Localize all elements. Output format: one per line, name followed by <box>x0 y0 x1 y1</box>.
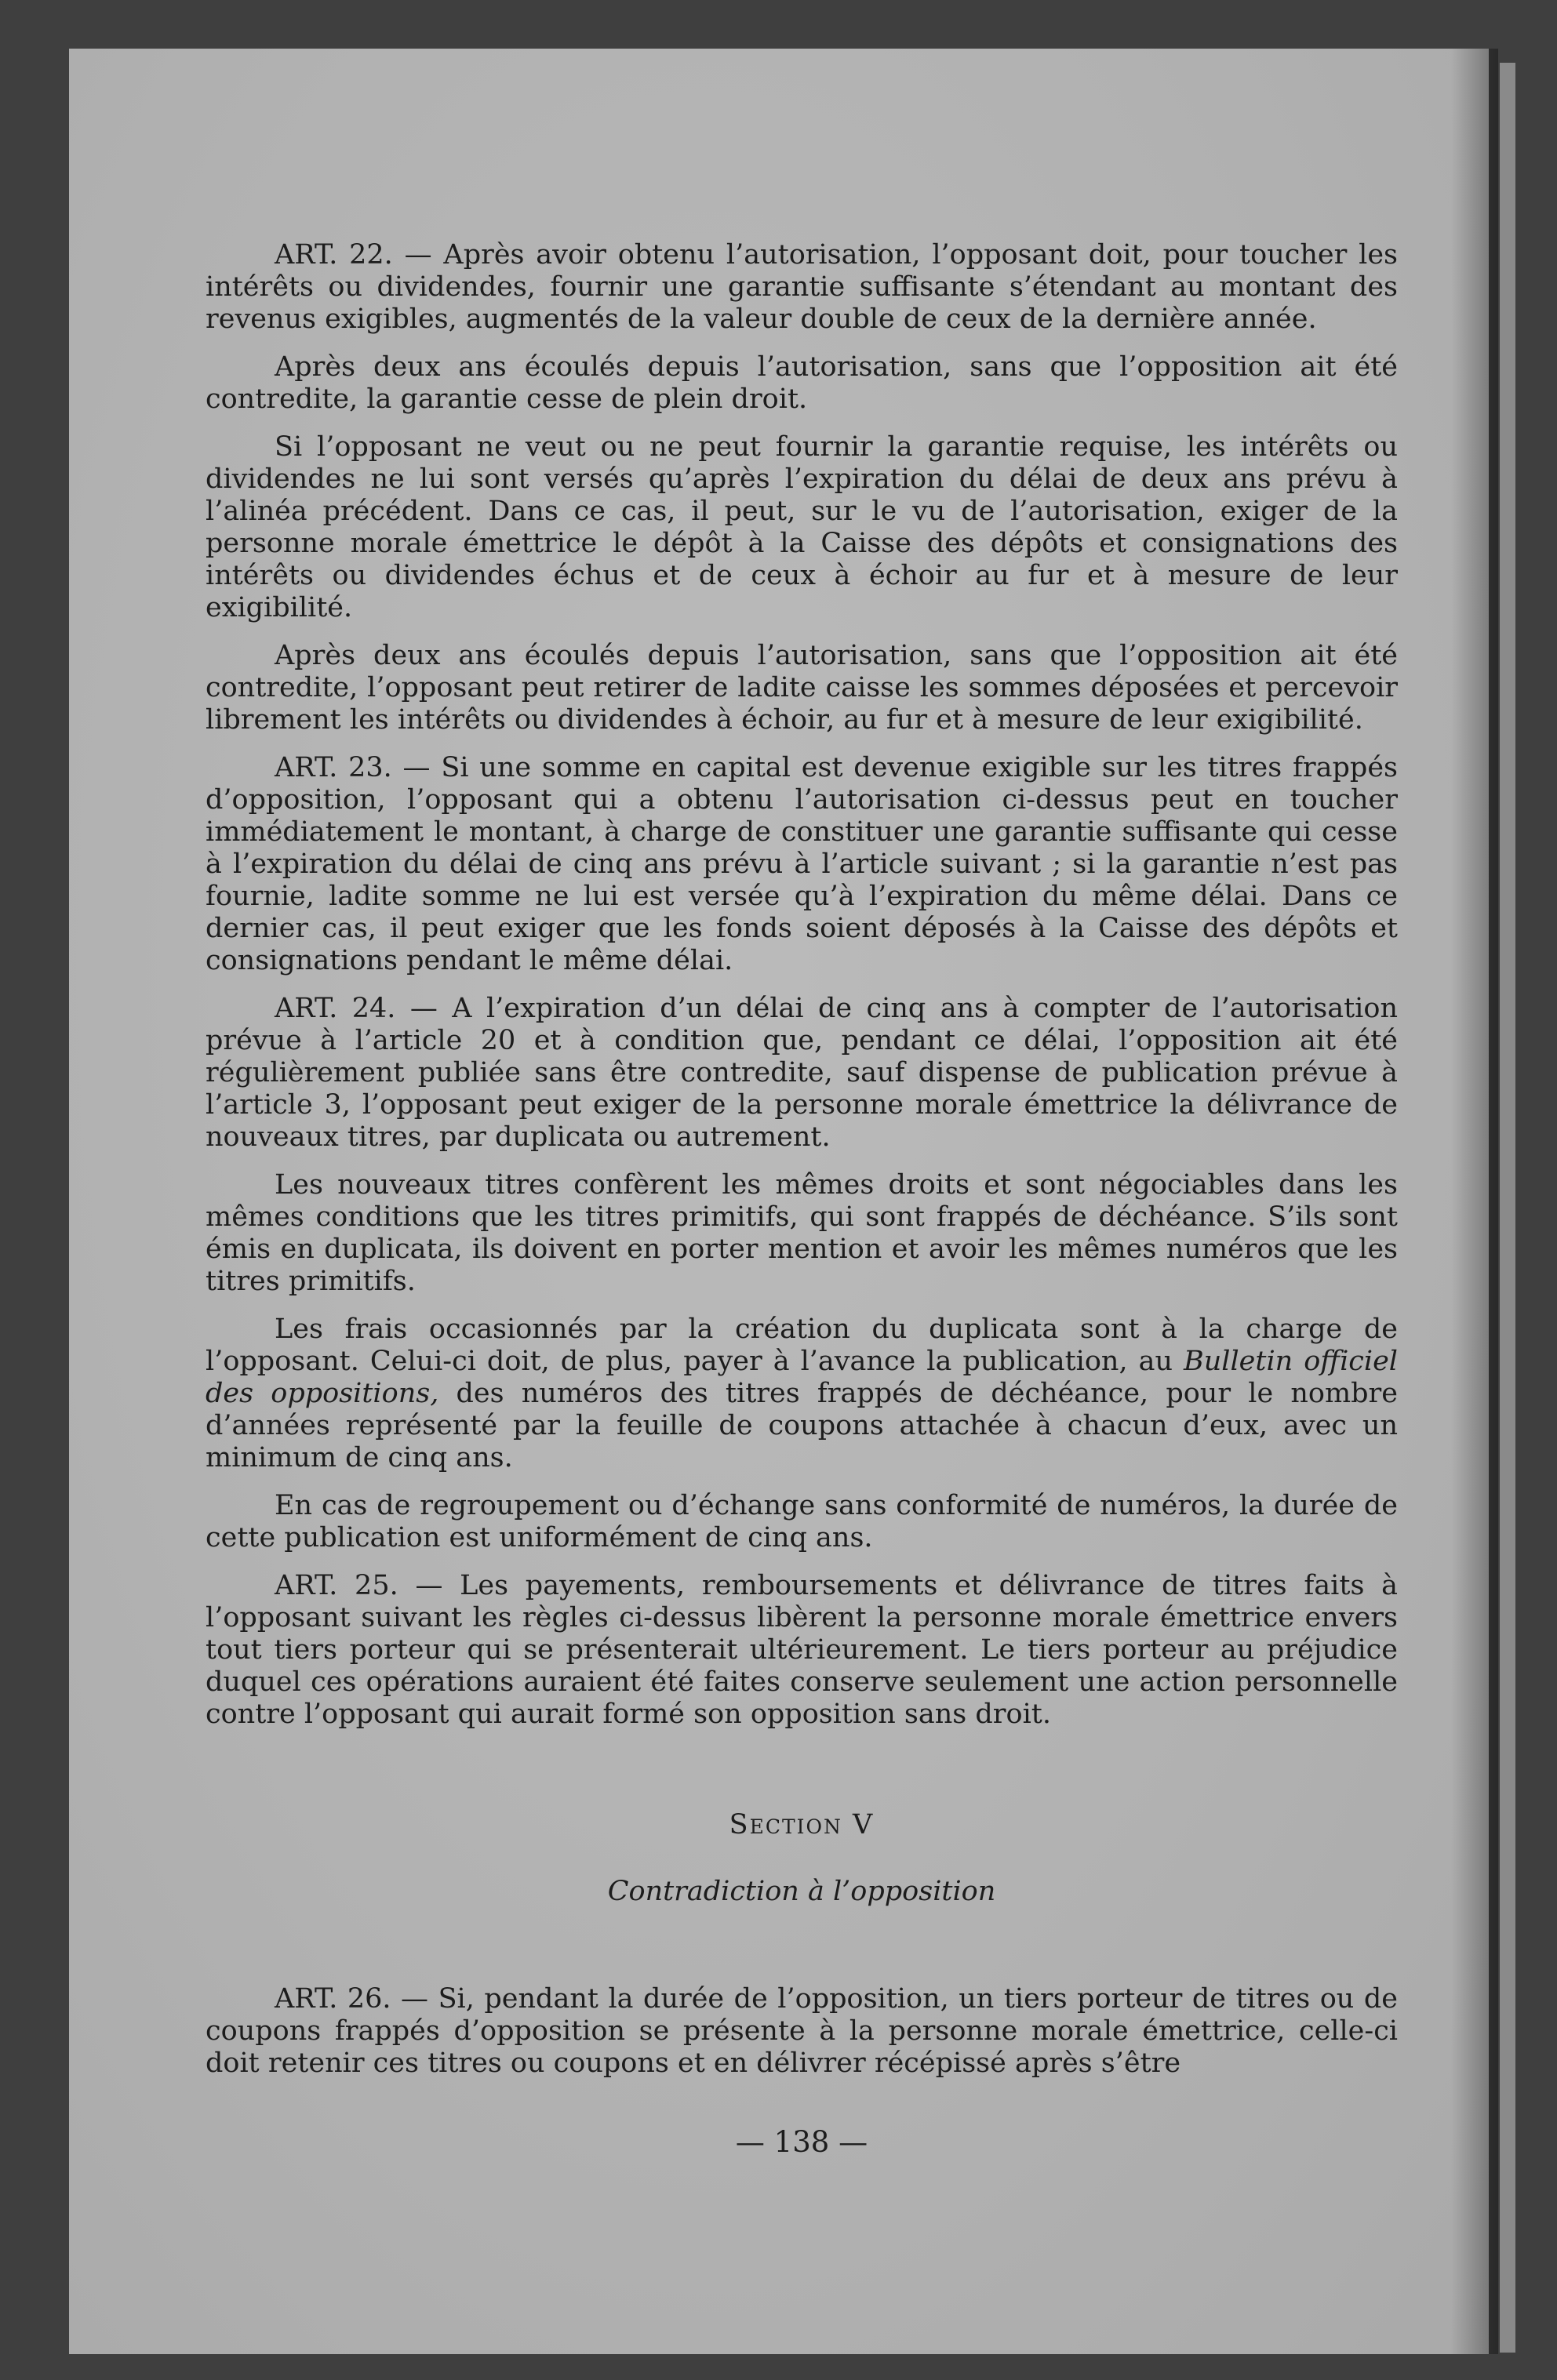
page-number: — 138 — <box>735 2125 868 2159</box>
art26-paragraph-1: ART. 26. — Si, pendant la durée de l’opposition, un tiers porteur de titres ou de coupons frappés d’opposition se présente à la personne morale émettrice, celle-ci doit retenir ces titres ou coupons et en délivrer récépissé après s’être <box>206 1983 1398 2079</box>
art24-paragraph-4: En cas de regroupement ou d’échange sans conformité de numéros, la durée de cette publication est uniformément de cinq ans. <box>206 1490 1398 1553</box>
page-body <box>206 239 1398 2095</box>
bulletin-title: Bulletin officiel des oppositions, <box>206 1346 1398 1409</box>
section-subheading: Contradiction à l’opposition <box>607 1876 996 1907</box>
art22-paragraph-2: Après deux ans écoulés depuis l’autorisation, sans que l’opposition ait été contredite, la garantie cesse de plein droit. <box>206 351 1398 415</box>
section-heading: Section V <box>729 1809 875 1840</box>
facing-page-edge <box>1500 63 1515 2353</box>
spine-shadow <box>1451 49 1498 2354</box>
art24-paragraph-3 <box>206 1314 1398 1474</box>
art22-paragraph-3: Si l’opposant ne veut ou ne peut fournir la garantie requise, les intérêts ou dividendes ne lui sont versés qu’après l’expiration du délai de deux ans prévu à l’alinéa précédent. Dans ce cas, il peut, sur le vu de l’autorisation, exiger de la personne morale émettrice le dépôt à la Caisse des dépôts et consignations des intérêts ou dividendes échus et de ceux à échoir au fur et à mesure de leur exigibilité. <box>206 431 1398 623</box>
art24-paragraph-1: ART. 24. — A l’expiration d’un délai de cinq ans à compter de l’autorisation prévue à l’article 20 et à condition que, pendant ce délai, l’opposition ait été régulièrement publiée sans être contredite, sauf dispense de publication prévue à l’article 3, l’opposant peut exiger de la personne morale émettrice la délivrance de nouveaux titres, par duplicata ou autrement. <box>206 993 1398 1153</box>
art23-paragraph-1: ART. 23. — Si une somme en capital est devenue exigible sur les titres frappés d’opposition, l’opposant qui a obtenu l’autorisation ci-dessus peut en toucher immédiatement le montant, à charge de constituer une garantie suffisante qui cesse à l’expiration du délai de cinq ans prévu à l’article suivant ; si la garantie n’est pas fournie, ladite somme ne lui est versée qu’à l’expiration du même délai. Dans ce dernier cas, il peut exiger que les fonds soient déposés à la Caisse des dépôts et consignations pendant le même délai. <box>206 752 1398 976</box>
art22-paragraph-4: Après deux ans écoulés depuis l’autorisation, sans que l’opposition ait été contredite, l’opposant peut retirer de ladite caisse les sommes déposées et percevoir librement les intérêts ou dividendes à échoir, au fur et à mesure de leur exigibilité. <box>206 640 1398 736</box>
art24-paragraph-3-end: des numéros des titres frappés de déchéance, pour le nombre d’années représenté par la feuille de coupons attachée à chacun d’eux, avec un minimum de cinq ans. <box>206 1378 1398 1473</box>
art25-paragraph-1: ART. 25. — Les payements, remboursements et délivrance de titres faits à l’opposant suivant les règles ci-dessus libèrent la personne morale émettrice envers tout tiers porteur qui se présenterait ultérieurement. Le tiers porteur au préjudice duquel ces opérations auraient été faites conserve seulement une action personnelle contre l’opposant qui aurait formé son opposition sans droit. <box>206 1570 1398 1730</box>
art22-paragraph-1: ART. 22. — Après avoir obtenu l’autorisation, l’opposant doit, pour toucher les intérêts ou dividendes, fournir une garantie suffisante s’étendant au montant des revenus exigibles, augmentés de la valeur double de ceux de la dernière année. <box>206 239 1398 335</box>
art24-paragraph-2: Les nouveaux titres confèrent les mêmes droits et sont négociables dans les mêmes conditions que les titres primitifs, qui sont frappés de déchéance. S’ils sont émis en duplicata, ils doivent en porter mention et avoir les mêmes numéros que les titres primitifs. <box>206 1169 1398 1297</box>
art24-paragraph-3-start: Les frais occasionnés par la création du duplicata sont à la charge de l’opposant. Celui-ci doit, de plus, payer à l’avance la publication, au <box>206 1314 1398 1377</box>
